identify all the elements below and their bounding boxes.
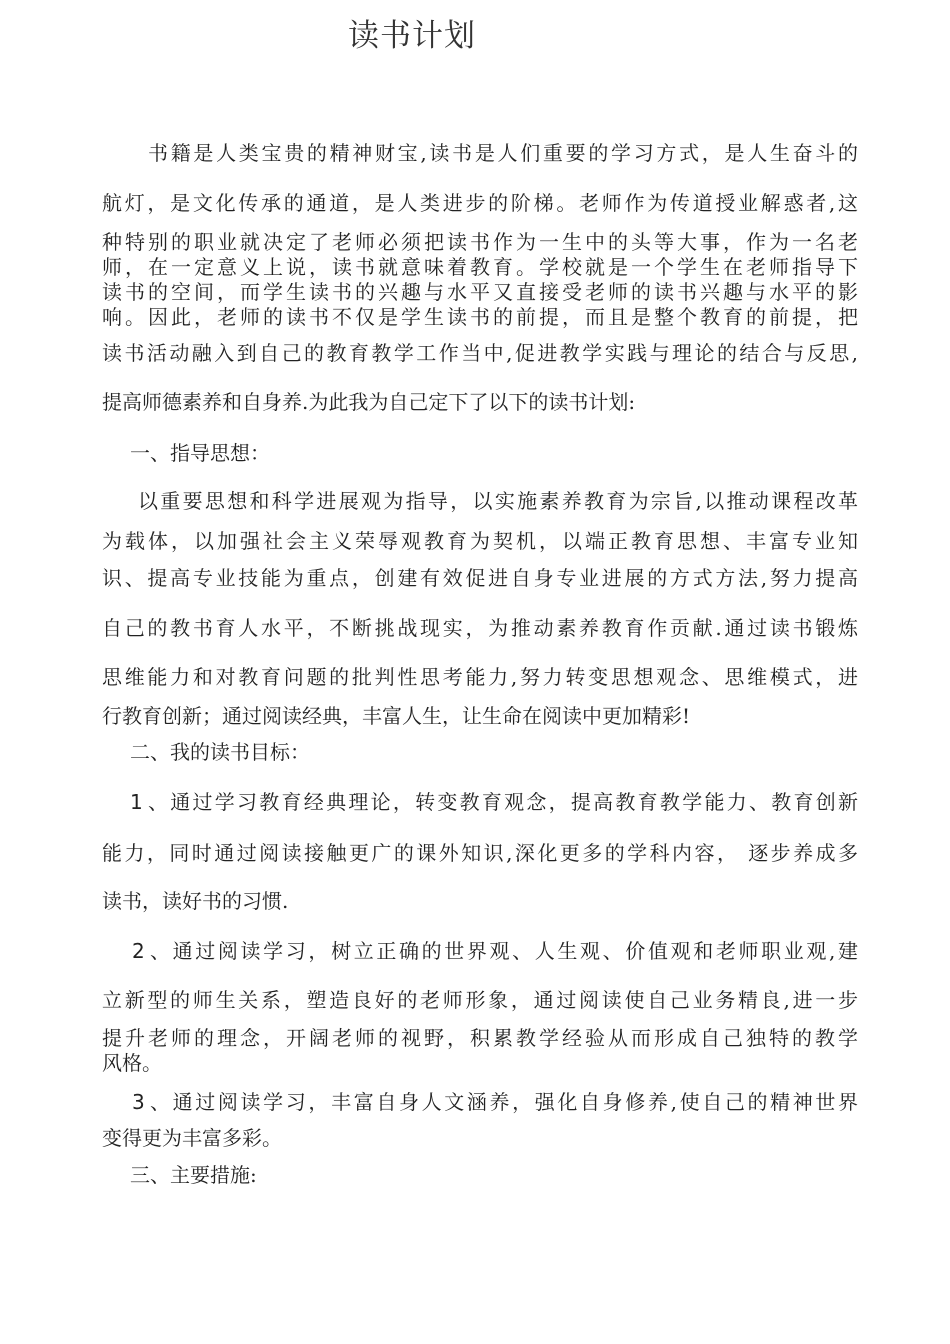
paragraph-line: 读书的空间，而学生读书的兴趣与水平又直接受老师的读书兴趣与水平的影 bbox=[102, 280, 858, 304]
list-item-number: 3 bbox=[132, 1090, 145, 1114]
paragraph-line: 、通过学习教育经典理论，转变教育观念，提高教育教学能力、教育创新 bbox=[148, 790, 858, 814]
paragraph-line: 提高师德素养和自身养.为此我为自己定下了以下的读书计划: bbox=[102, 390, 636, 414]
paragraph-line: 响。因此，老师的读书不仅是学生读书的前提，而且是整个教育的前提，把 bbox=[102, 305, 858, 329]
paragraph-line: 行教育创新；通过阅读经典，丰富人生，让生命在阅读中更加精彩! bbox=[102, 704, 691, 728]
document-title: 读书计划 bbox=[348, 18, 476, 54]
section-heading: 二、我的读书目标： bbox=[130, 740, 310, 764]
paragraph-line: 变得更为丰富多彩。 bbox=[102, 1126, 282, 1150]
paragraph-line: 识、提高专业技能为重点，创建有效促进自身专业进展的方式方法,努力提高 bbox=[102, 566, 858, 590]
paragraph-line: 读书活动融入到自己的教育教学工作当中,促进教学实践与理论的结合与反思, bbox=[102, 341, 858, 365]
paragraph-line: 为载体，以加强社会主义荣辱观教育为契机，以端正教育思想、丰富专业知 bbox=[102, 529, 858, 553]
paragraph-line: 师，在一定意义上说，读书就意味着教育。学校就是一个学生在老师指导下 bbox=[102, 255, 858, 279]
paragraph-line: 、通过阅读学习，树立正确的世界观、人生观、价值观和老师职业观,建 bbox=[150, 939, 858, 963]
paragraph-line: 、通过阅读学习，丰富自身人文涵养，强化自身修养,使自己的精神世界 bbox=[150, 1090, 858, 1114]
section-heading: 一、指导思想： bbox=[130, 441, 270, 465]
paragraph-line: 风格。 bbox=[102, 1051, 162, 1075]
paragraph-line: 以重要思想和科学进展观为指导，以实施素养教育为宗旨,以推动课程改革 bbox=[138, 489, 858, 513]
paragraph-line: 能力，同时通过阅读接触更广的课外知识,深化更多的学科内容， 逐步养成多 bbox=[102, 841, 858, 865]
paragraph-line: 书籍是人类宝贵的精神财宝,读书是人们重要的学习方式，是人生奋斗的 bbox=[148, 141, 858, 165]
paragraph-line: 自己的教书育人水平，不断挑战现实，为推动素养教育作贡献.通过读书锻炼 bbox=[102, 616, 858, 640]
list-item-number: 1 bbox=[130, 790, 143, 814]
paragraph-line: 提升老师的理念，开阔老师的视野，积累教学经验从而形成自己独特的教学 bbox=[102, 1026, 858, 1050]
paragraph-line: 读书，读好书的习惯. bbox=[102, 889, 289, 913]
section-heading: 三、主要措施: bbox=[130, 1163, 257, 1187]
list-item-number: 2 bbox=[132, 939, 145, 963]
paragraph-line: 思维能力和对教育问题的批判性思考能力,努力转变思想观念、思维模式，进 bbox=[102, 665, 858, 689]
paragraph-line: 立新型的师生关系，塑造良好的老师形象，通过阅读使自己业务精良,进一步 bbox=[102, 988, 858, 1012]
paragraph-line: 航灯，是文化传承的通道，是人类进步的阶梯。老师作为传道授业解惑者,这 bbox=[102, 191, 858, 215]
paragraph-line: 种特别的职业就决定了老师必须把读书作为一生中的头等大事，作为一名老 bbox=[102, 230, 858, 254]
